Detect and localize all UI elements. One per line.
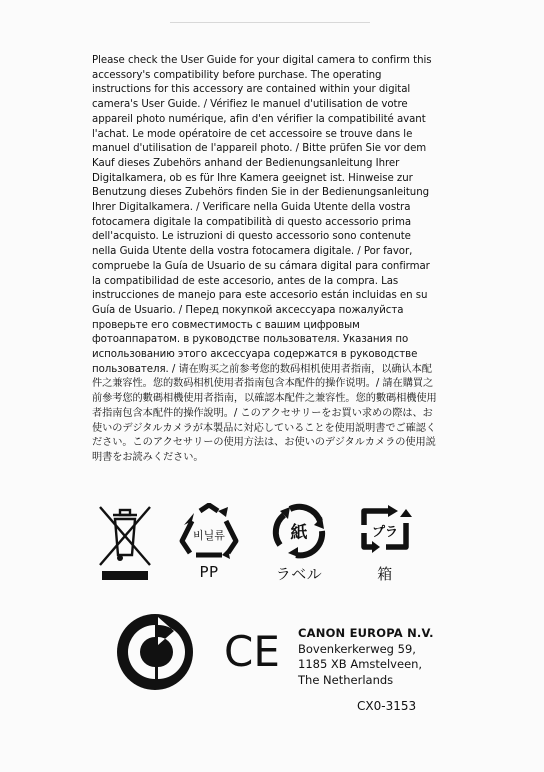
paper-label: ラベル <box>275 565 323 583</box>
address-country: The Netherlands <box>298 672 394 687</box>
address-street: Bovenkerkerweg 59, <box>298 641 416 656</box>
plastic-label: 箱 <box>377 565 393 583</box>
edge-line <box>170 22 370 23</box>
korean-recycle-pp-icon <box>178 503 240 581</box>
green-dot-icon <box>114 611 196 697</box>
manufacturer-address <box>298 626 434 688</box>
compatibility-notice: Please check the User Guide for your digital camera to confirm this accessory's compatibility before purchase. The operating instructions for this accessory are contained within your digital camera's User Guide. / Vérifiez le manuel d'utilisation de votre appareil photo numérique, afin d'en vérifier la compatibilité avant l'achat. Le mode opératoire de cet accessoire se trouve dans le manuel d'utilisation de l'appareil photo. / Bitte prüfen Sie vor dem Kauf dieses Zubehörs anhand der Bedienungsanleitung Ihrer Digitalkamera, ob es für Ihre Kamera geeignet ist. Hinweise zur Benutzung dieses Zubehörs finden Sie in der Bedienungsanleitung Ihrer Digitalkamera. / Verificare nella Guida Utente della vostra fotocamera digitale la compatibilità di questo accessorio prima dell'acquisto. Le istruzioni di questo accessorio sono contenute nella Guida Utente della vostra fotocamera digitale. / Por favor, compruebe la Guía de Usuario de su cámara digital para confirmar la compatibilidad de este accesorio, antes de la compra. Las instrucciones de manejo para este accesorio están incluidas en su Guía de Usuario. / Перед покупкой аксессуара пожалуйста проверьте его совместимость с вашим цифровым фотоаппаратом. в руководстве пользователя. Указания по использованию этого аксессуара содержатся в руководстве пользователя. / 请在购买之前参考您的数码相机使用者指南，以确认本配件之兼容性。您的数码相机使用者指南包含本配件的操作说明。/ 請在購買之前參考您的數碼相機使用者指南，以確認本配件之兼容性。您的數碼相機使用者指南包含本配件的操作說明。/ このアクセサリーをお買い求めの際は、お使いのデジタルカメラが本製品に対応していることを使用説明書でご確認ください。このアクセサリーの使用方法は、お使いのデジタルカメラの使用説明書をお読みください。 <box>92 55 437 463</box>
ce-mark-icon <box>224 630 280 674</box>
crossed-out-wheelie-bin-icon <box>96 503 154 583</box>
plastic-kana: プラ <box>371 525 399 540</box>
company-name: CANON EUROPA N.V. <box>298 626 434 640</box>
pp-label: PP <box>199 563 219 581</box>
pp-korean-text: 비닐류 <box>193 529 225 542</box>
ce-text: CE <box>224 630 280 670</box>
address-city: 1185 XB Amstelveen, <box>298 657 423 671</box>
recycling-symbols <box>96 503 426 595</box>
product-code: CX0-3153 <box>357 699 417 713</box>
japanese-paper-recycle-icon <box>270 503 328 584</box>
japanese-plastic-recycle-icon <box>358 503 412 584</box>
paper-kanji: 紙 <box>290 523 308 543</box>
